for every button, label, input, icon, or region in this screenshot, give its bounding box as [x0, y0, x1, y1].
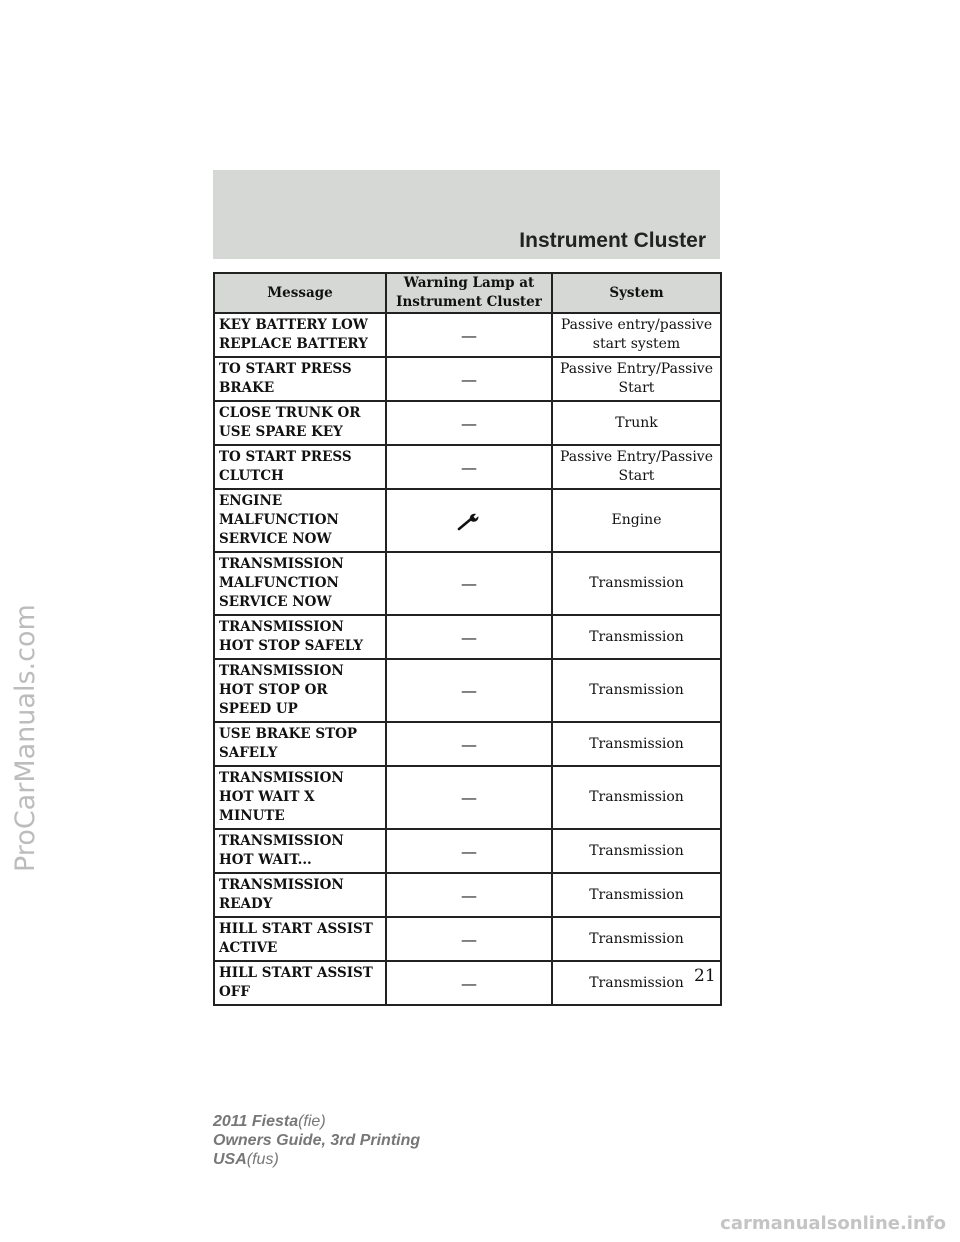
message-cell: TRANSMISSION HOT STOP SAFELY — [214, 615, 386, 659]
footer-region: USA — [213, 1151, 247, 1168]
system-cell: Transmission — [552, 615, 721, 659]
system-cell: Transmission — [552, 961, 721, 1005]
system-cell: Transmission — [552, 552, 721, 615]
message-cell: TO START PRESS BRAKE — [214, 357, 386, 401]
table-row — [214, 917, 721, 961]
system-cell: Engine — [552, 489, 721, 552]
system-cell: Transmission — [552, 917, 721, 961]
warning-lamp-cell: — — [386, 401, 552, 445]
message-cell: HILL START ASSIST ACTIVE — [214, 917, 386, 961]
warning-lamp-cell: — — [386, 357, 552, 401]
system-cell: Transmission — [552, 722, 721, 766]
section-title: Instrument Cluster — [519, 229, 706, 252]
message-cell: TRANSMISSION HOT STOP OR SPEED UP — [214, 659, 386, 722]
message-table — [213, 272, 722, 1006]
section-header-box — [213, 170, 720, 259]
system-cell: Transmission — [552, 659, 721, 722]
page-number: 21 — [694, 966, 716, 986]
table-row — [214, 873, 721, 917]
table-row — [214, 961, 721, 1005]
system-cell: Passive Entry/Passive Start — [552, 357, 721, 401]
table-header-row — [214, 273, 721, 313]
warning-lamp-cell: — — [386, 917, 552, 961]
warning-lamp-cell: — — [386, 552, 552, 615]
table-row — [214, 357, 721, 401]
message-cell: ENGINE MALFUNCTION SERVICE NOW — [214, 489, 386, 552]
table-row — [214, 313, 721, 357]
table-row — [214, 552, 721, 615]
wrench-icon — [456, 510, 482, 532]
message-cell: USE BRAKE STOP SAFELY — [214, 722, 386, 766]
warning-lamp-cell: — — [386, 445, 552, 489]
system-cell: Passive Entry/Passive Start — [552, 445, 721, 489]
watermark-bottom: carmanualsonline.info — [720, 1213, 946, 1234]
footer-model: 2011 Fiesta — [213, 1113, 299, 1130]
system-cell: Trunk — [552, 401, 721, 445]
message-cell: TO START PRESS CLUTCH — [214, 445, 386, 489]
message-cell: TRANSMISSION HOT WAIT X MINUTE — [214, 766, 386, 829]
table-row — [214, 659, 721, 722]
table-row — [214, 829, 721, 873]
footer — [213, 1112, 420, 1169]
message-cell: TRANSMISSION MALFUNCTION SERVICE NOW — [214, 552, 386, 615]
footer-edition: Owners Guide, 3rd Printing — [213, 1132, 421, 1149]
warning-lamp-cell: — — [386, 722, 552, 766]
system-cell: Transmission — [552, 873, 721, 917]
warning-lamp-cell: — — [386, 313, 552, 357]
system-cell: Transmission — [552, 766, 721, 829]
footer-model-code: (fie) — [298, 1113, 326, 1130]
footer-region-code: (fus) — [246, 1151, 279, 1168]
warning-lamp-cell: — — [386, 829, 552, 873]
header-system: System — [552, 273, 721, 313]
message-cell: HILL START ASSIST OFF — [214, 961, 386, 1005]
watermark-left: ProCarManuals.com — [10, 604, 41, 872]
message-cell: KEY BATTERY LOW REPLACE BATTERY — [214, 313, 386, 357]
table-row — [214, 445, 721, 489]
table-row — [214, 766, 721, 829]
message-cell: TRANSMISSION HOT WAIT... — [214, 829, 386, 873]
system-cell: Transmission — [552, 829, 721, 873]
warning-lamp-cell: — — [386, 659, 552, 722]
warning-lamp-cell: — — [386, 766, 552, 829]
header-warning-lamp: Warning Lamp at Instrument Cluster — [386, 273, 552, 313]
table-row — [214, 489, 721, 552]
table-row — [214, 722, 721, 766]
header-message: Message — [214, 273, 386, 313]
table-row — [214, 615, 721, 659]
warning-lamp-cell: — — [386, 961, 552, 1005]
warning-lamp-cell — [386, 489, 552, 552]
table-row — [214, 401, 721, 445]
system-cell: Passive entry/passive start system — [552, 313, 721, 357]
message-cell: CLOSE TRUNK OR USE SPARE KEY — [214, 401, 386, 445]
warning-lamp-cell: — — [386, 873, 552, 917]
message-cell: TRANSMISSION READY — [214, 873, 386, 917]
warning-lamp-cell: — — [386, 615, 552, 659]
